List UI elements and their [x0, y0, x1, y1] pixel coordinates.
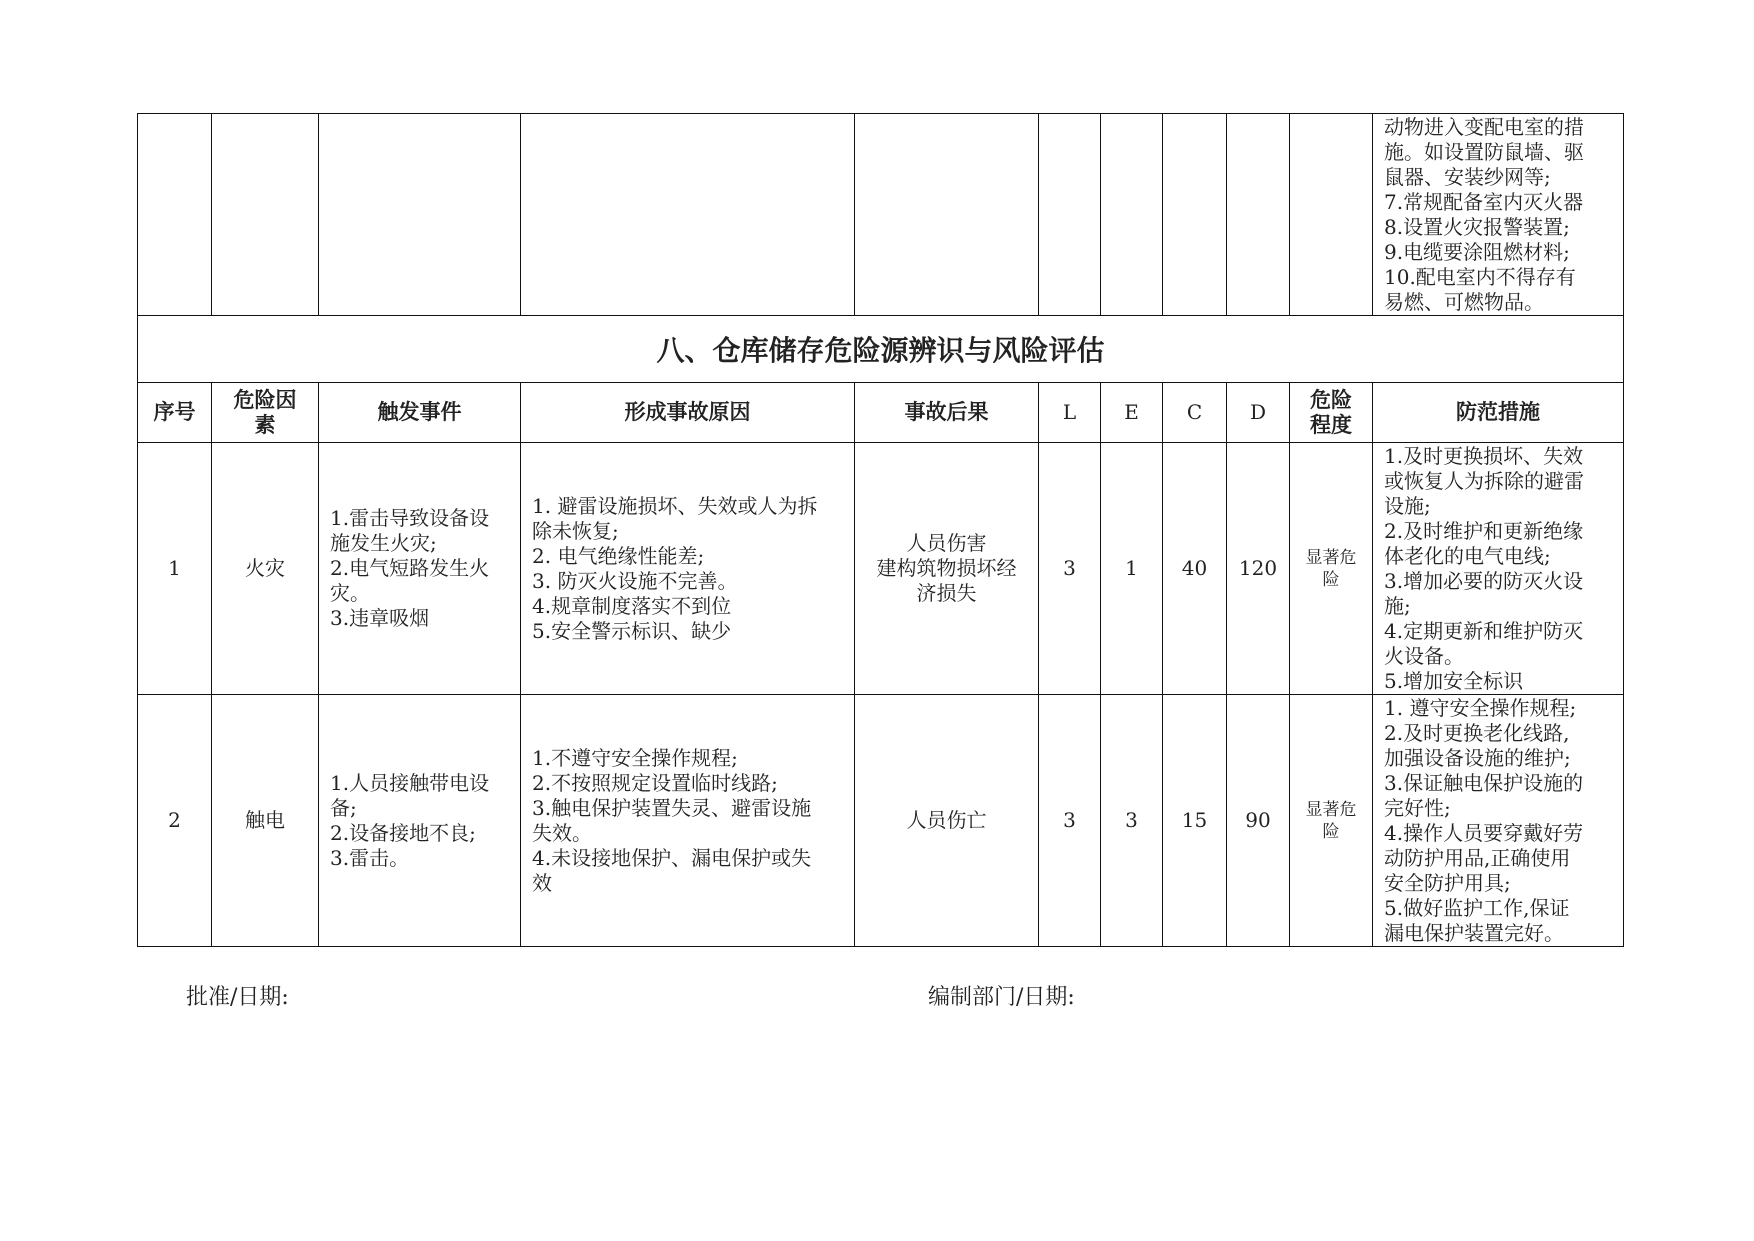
- text-line: 建构筑物损坏经: [876, 556, 1017, 580]
- continued-row: [138, 114, 1624, 316]
- empty-cell: [1227, 114, 1290, 316]
- col-header-e: E: [1101, 383, 1163, 443]
- text-line: 施;: [1384, 593, 1411, 618]
- row-d: 90: [1227, 695, 1290, 947]
- row-e: 3: [1101, 695, 1163, 947]
- text-line: 5.安全警示标识、缺少: [532, 618, 732, 643]
- text-line: 3. 防灭火设施不完善。: [532, 568, 738, 593]
- text-line: 显著危: [1305, 799, 1357, 820]
- text-line: 灾。: [330, 581, 370, 605]
- col-header-trigger: 触发事件: [319, 383, 521, 443]
- col-header-c: C: [1163, 383, 1227, 443]
- text-line: 2. 电气绝缘性能差;: [532, 543, 705, 568]
- text-line: 加强设备设施的维护;: [1384, 745, 1571, 770]
- col-header-factor-text: 危险因素: [233, 387, 297, 437]
- empty-cell: [1290, 114, 1373, 316]
- text-line: 1.雷击导致设备设: [330, 506, 490, 530]
- text-line: 3.保证触电保护设施的: [1384, 770, 1584, 795]
- text-line: 2.设备接地不良;: [330, 820, 476, 845]
- col-header-l: L: [1039, 383, 1101, 443]
- risk-assessment-table: [137, 113, 1624, 947]
- text-line: 1. 遵守安全操作规程;: [1384, 695, 1577, 720]
- row-l: 3: [1039, 695, 1101, 947]
- col-header-d: D: [1227, 383, 1290, 443]
- col-header-level-text: 危险程度: [1310, 387, 1352, 437]
- text-line: 1.不遵守安全操作规程;: [532, 745, 738, 770]
- text-line: 人员伤害: [906, 531, 987, 555]
- text-line: 4.未设接地保护、漏电保护或失: [532, 845, 812, 870]
- row-l: 3: [1039, 443, 1101, 695]
- row-trigger: [319, 695, 521, 947]
- text-line: 除未恢复;: [532, 518, 619, 543]
- text-line: 漏电保护装置完好。: [1384, 920, 1564, 945]
- col-header-measures: 防范措施: [1373, 383, 1624, 443]
- text-line: 10.配电室内不得存有: [1384, 264, 1576, 289]
- row-cause: [521, 443, 855, 695]
- text-line: 施发生火灾;: [330, 531, 437, 555]
- text-line: 1. 避雷设施损坏、失效或人为拆: [532, 493, 818, 518]
- approve-date-label: 批准/日期:: [186, 985, 289, 1010]
- text-line: 失效。: [532, 820, 592, 845]
- col-header-level: [1290, 383, 1373, 443]
- text-line: 2.及时更换老化线路,: [1384, 720, 1570, 745]
- text-line: 或恢复人为拆除的避雷: [1384, 468, 1584, 493]
- col-header-factor: [212, 383, 319, 443]
- empty-cell: [212, 114, 319, 316]
- section-title: 八、仓库储存危险源辨识与风险评估: [138, 316, 1624, 383]
- row-c: 15: [1163, 695, 1227, 947]
- row-c: 40: [1163, 443, 1227, 695]
- row-level: [1290, 443, 1373, 695]
- row-d: 120: [1227, 443, 1290, 695]
- row-e: 1: [1101, 443, 1163, 695]
- text-line: 5.增加安全标识: [1384, 668, 1524, 693]
- text-line: 7.常规配备室内灭火器: [1384, 189, 1584, 214]
- row-measures: [1373, 443, 1624, 695]
- text-line: 安全防护用具;: [1384, 870, 1511, 895]
- text-line: 9.电缆要涂阻燃材料;: [1384, 239, 1570, 264]
- text-line: 动物进入变配电室的措: [1384, 114, 1584, 139]
- header-row: [138, 383, 1624, 443]
- empty-cell: [521, 114, 855, 316]
- text-line: 1.及时更换损坏、失效: [1384, 443, 1584, 468]
- row-measures: [1373, 695, 1624, 947]
- empty-cell: [1101, 114, 1163, 316]
- text-line: 效: [532, 870, 552, 895]
- text-line: 4.定期更新和维护防灭: [1384, 618, 1584, 643]
- empty-cell: [319, 114, 521, 316]
- text-line: 易燃、可燃物品。: [1384, 289, 1544, 314]
- text-line: 3.雷击。: [330, 845, 410, 870]
- text-line: 1.人员接触带电设: [330, 770, 490, 795]
- text-line: 险: [1322, 821, 1340, 842]
- text-line: 火设备。: [1384, 643, 1464, 668]
- text-line: 8.设置火灾报警装置;: [1384, 214, 1570, 239]
- measures-cell: [1373, 114, 1624, 316]
- text-line: 2.电气短路发生火: [330, 556, 490, 580]
- text-line: 人员伤亡: [906, 808, 987, 832]
- text-line: 显著危: [1305, 547, 1357, 568]
- text-line: 动防护用品,正确使用: [1384, 845, 1571, 870]
- text-line: 设施;: [1384, 493, 1431, 518]
- empty-cell: [855, 114, 1039, 316]
- text-line: 备;: [330, 795, 357, 820]
- text-line: 4.规章制度落实不到位: [532, 593, 732, 618]
- row-consequence: [855, 695, 1039, 947]
- text-line: 施。如设置防鼠墙、驱: [1384, 139, 1584, 164]
- empty-cell: [1039, 114, 1101, 316]
- text-line: 险: [1322, 569, 1340, 590]
- row-factor: 火灾: [212, 443, 319, 695]
- row-no: 1: [138, 443, 212, 695]
- col-header-no: 序号: [138, 383, 212, 443]
- text-line: 3.触电保护装置失灵、避雷设施: [532, 795, 812, 820]
- text-line: 3.增加必要的防灭火设: [1384, 568, 1584, 593]
- row-cause: [521, 695, 855, 947]
- text-line: 完好性;: [1384, 795, 1451, 820]
- col-header-cause: 形成事故原因: [521, 383, 855, 443]
- row-no: 2: [138, 695, 212, 947]
- text-line: 2.及时维护和更新绝缘: [1384, 518, 1584, 543]
- empty-cell: [138, 114, 212, 316]
- table-row: [138, 443, 1624, 695]
- row-consequence: [855, 443, 1039, 695]
- table-row: [138, 695, 1624, 947]
- text-line: 2.不按照规定设置临时线路;: [532, 770, 778, 795]
- empty-cell: [1163, 114, 1227, 316]
- text-line: 体老化的电气电线;: [1384, 543, 1551, 568]
- row-level: [1290, 695, 1373, 947]
- text-line: 济损失: [916, 581, 977, 605]
- row-trigger: [319, 443, 521, 695]
- text-line: 3.违章吸烟: [330, 606, 430, 630]
- dept-date-label: 编制部门/日期:: [928, 985, 1075, 1010]
- col-header-consequence: 事故后果: [855, 383, 1039, 443]
- text-line: 5.做好监护工作,保证: [1384, 895, 1570, 920]
- text-line: 鼠器、安装纱网等;: [1384, 164, 1551, 189]
- row-factor: 触电: [212, 695, 319, 947]
- text-line: 4.操作人员要穿戴好劳: [1384, 820, 1584, 845]
